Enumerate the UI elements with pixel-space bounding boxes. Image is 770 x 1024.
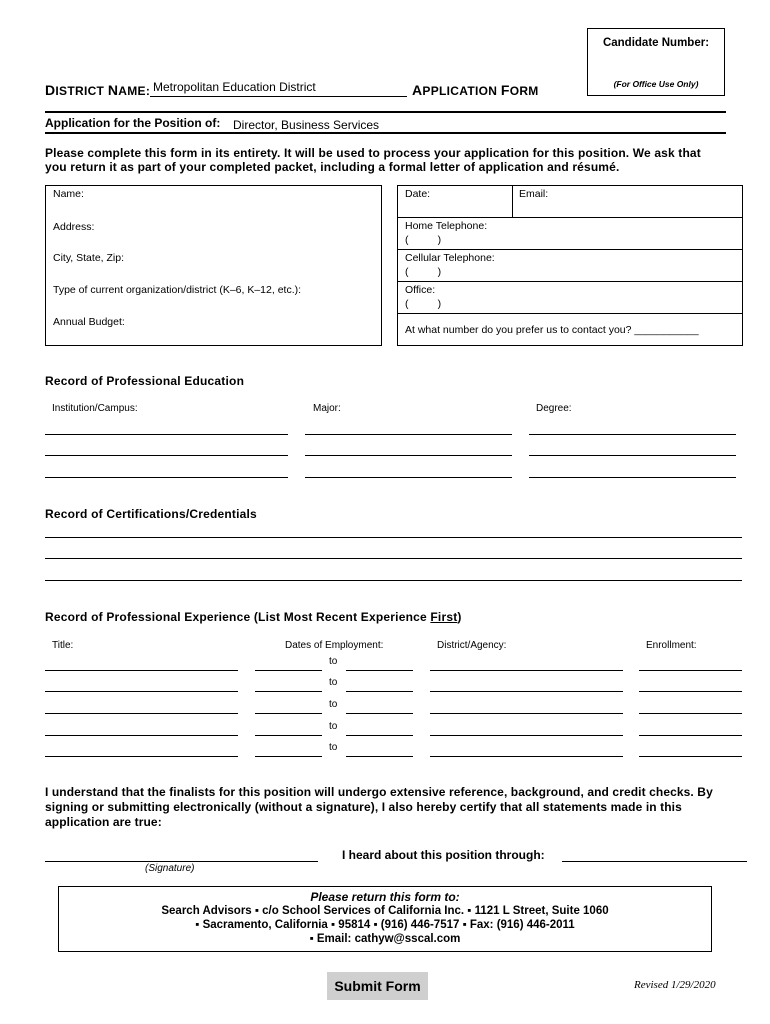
right-box-row-divider-1: [397, 217, 743, 218]
experience-line[interactable]: [346, 735, 413, 736]
application-form-title: APPLICATION FORM: [412, 82, 539, 98]
education-col-degree: Degree:: [536, 403, 572, 414]
district-name-value[interactable]: Metropolitan Education District: [153, 80, 316, 94]
experience-line[interactable]: [255, 756, 322, 757]
name-field-label: Name:: [53, 188, 84, 200]
education-line[interactable]: [529, 455, 736, 456]
right-box-row-divider-4: [397, 313, 743, 314]
experience-line[interactable]: [255, 691, 322, 692]
office-telephone-paren: ( ): [405, 298, 442, 310]
signature-label: (Signature): [145, 863, 195, 874]
district-name-underline: [150, 96, 407, 97]
cellular-telephone-label: Cellular Telephone:: [405, 252, 495, 264]
education-line[interactable]: [529, 477, 736, 478]
certification-line[interactable]: [45, 580, 742, 581]
experience-line[interactable]: [639, 691, 742, 692]
signature-line[interactable]: [45, 861, 318, 862]
experience-line[interactable]: [45, 713, 238, 714]
position-label: Application for the Position of:: [45, 116, 221, 130]
education-line[interactable]: [305, 477, 512, 478]
experience-col-district: District/Agency:: [437, 640, 507, 651]
header-divider: [45, 111, 726, 113]
education-col-major: Major:: [313, 403, 341, 414]
education-line[interactable]: [45, 434, 288, 435]
experience-line[interactable]: [430, 691, 623, 692]
experience-line[interactable]: [45, 670, 238, 671]
education-line[interactable]: [45, 455, 288, 456]
education-col-institution: Institution/Campus:: [52, 403, 138, 414]
certifications-section-title: Record of Certifications/Credentials: [45, 507, 257, 521]
return-address-line2: ▪ Sacramento, California ▪ 95814 ▪ (916) 446-7517 ▪ Fax: (916) 446-2011: [195, 919, 575, 931]
return-info-box: [58, 886, 712, 952]
education-section-title: Record of Professional Education: [45, 374, 245, 388]
experience-line[interactable]: [639, 713, 742, 714]
education-line[interactable]: [529, 434, 736, 435]
revised-date: Revised 1/29/2020: [634, 979, 716, 991]
position-divider: [45, 132, 726, 134]
experience-line[interactable]: [430, 735, 623, 736]
instructions-text: Please complete this form in its entirety. It will be used to process your application for this position. We ask that you return it as part of your completed packet, including a formal letter of application and résumé.: [45, 146, 701, 174]
experience-line[interactable]: [346, 670, 413, 671]
right-box-row-divider-3: [397, 281, 743, 282]
annual-budget-label: Annual Budget:: [53, 316, 125, 328]
experience-line[interactable]: [45, 756, 238, 757]
experience-to-label: to: [329, 721, 338, 732]
experience-to-label: to: [329, 699, 338, 710]
return-address-line1: Search Advisors ▪ c/o School Services of California Inc. ▪ 1121 L Street, Suite 1060: [161, 905, 609, 917]
home-telephone-label: Home Telephone:: [405, 220, 488, 232]
experience-line[interactable]: [639, 670, 742, 671]
preferred-contact-label: At what number do you prefer us to contact you? ___________: [405, 324, 699, 336]
experience-section-title: Record of Professional Experience (List Most Recent Experience First): [45, 610, 462, 624]
experience-line[interactable]: [346, 756, 413, 757]
district-name-label: DISTRICT NAME:: [45, 82, 151, 98]
education-line[interactable]: [305, 455, 512, 456]
experience-line[interactable]: [255, 735, 322, 736]
experience-line[interactable]: [346, 713, 413, 714]
date-field-label: Date:: [405, 188, 431, 200]
candidate-number-box: [587, 28, 725, 96]
experience-line[interactable]: [430, 670, 623, 671]
return-title: Please return this form to:: [310, 890, 460, 904]
heard-about-line[interactable]: [562, 861, 747, 862]
office-telephone-label: Office:: [405, 284, 436, 296]
education-line[interactable]: [305, 434, 512, 435]
experience-line[interactable]: [255, 713, 322, 714]
email-field-label: Email:: [519, 188, 549, 200]
experience-col-dates: Dates of Employment:: [285, 640, 384, 651]
date-email-divider: [512, 185, 513, 217]
return-email-line: ▪ Email: cathyw@sscal.com: [309, 933, 461, 945]
experience-to-label: to: [329, 677, 338, 688]
heard-about-label: I heard about this position through:: [342, 848, 545, 862]
office-use-note: (For Office Use Only): [613, 79, 699, 89]
experience-line[interactable]: [45, 735, 238, 736]
address-field-label: Address:: [53, 221, 95, 233]
experience-to-label: to: [329, 742, 338, 753]
experience-line[interactable]: [45, 691, 238, 692]
experience-line[interactable]: [639, 756, 742, 757]
personal-info-box-right: [397, 185, 743, 346]
candidate-number-label: Candidate Number:: [602, 37, 710, 49]
home-telephone-paren: ( ): [405, 234, 442, 246]
experience-line[interactable]: [639, 735, 742, 736]
experience-col-enrollment: Enrollment:: [646, 640, 697, 651]
experience-line[interactable]: [430, 756, 623, 757]
experience-line[interactable]: [430, 713, 623, 714]
right-box-row-divider-2: [397, 249, 743, 250]
experience-to-label: to: [329, 656, 338, 667]
submit-form-button[interactable]: Submit Form: [327, 972, 428, 1000]
position-value[interactable]: Director, Business Services: [233, 118, 380, 132]
experience-line[interactable]: [346, 691, 413, 692]
certification-line[interactable]: [45, 537, 742, 538]
org-type-label: Type of current organization/district (K–6, K–12, etc.):: [53, 284, 302, 296]
experience-line[interactable]: [255, 670, 322, 671]
cellular-telephone-paren: ( ): [405, 266, 442, 278]
experience-col-title: Title:: [52, 640, 74, 651]
certification-line[interactable]: [45, 558, 742, 559]
education-line[interactable]: [45, 477, 288, 478]
certification-statement: I understand that the finalists for this position will undergo extensive reference, background, and credit checks. By signing or submitting electronically (without a signature), I also hereby certify that all statements made in this application are true:: [45, 785, 713, 829]
city-state-zip-label: City, State, Zip:: [53, 252, 124, 264]
